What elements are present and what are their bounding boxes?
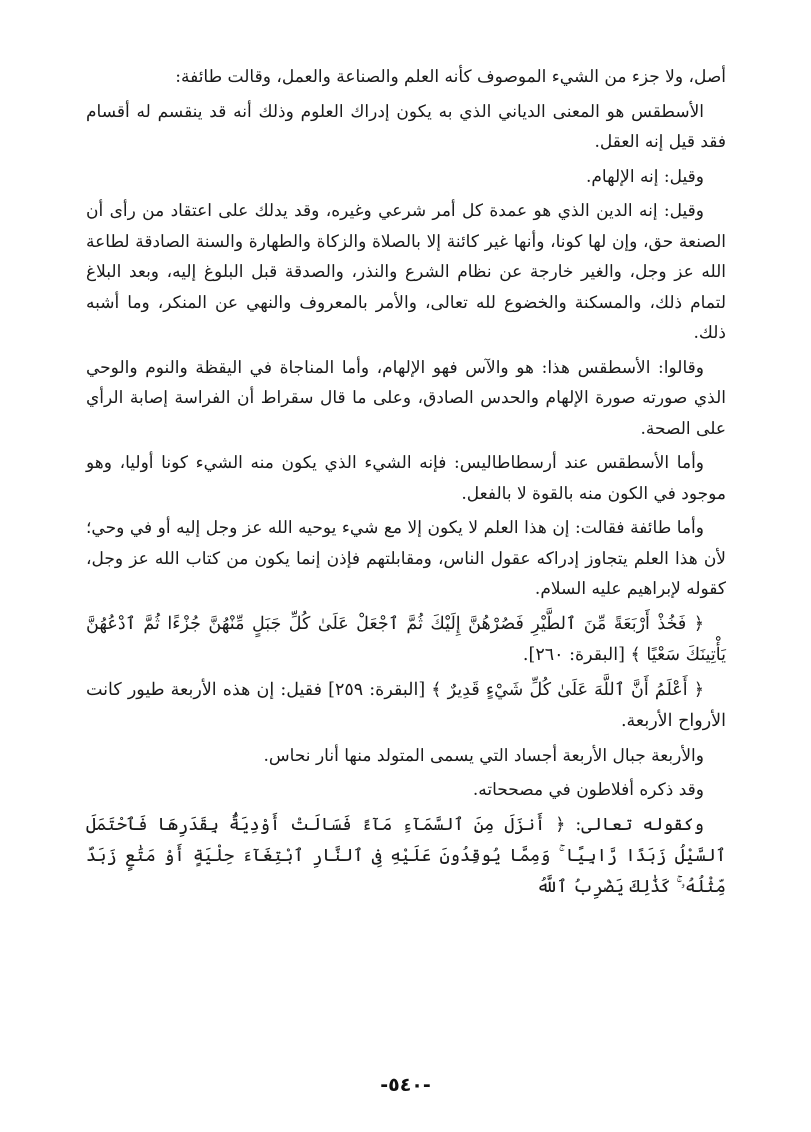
paragraph-plato: وقد ذكره أفلاطون في مصححاته.: [472, 780, 704, 800]
paragraph-revelation: وأما طائفة فقالت: إن هذا العلم لا يكون إلا مع شيء يوحيه الله عز وجل إليه أو في وحي؛ لأن هذا العلم يتجاوز إدراكه عقول الناس، ومقابلتهم فإذن إنما يكون من كتاب الله عز وجل، كقوله لإبراهيم عليه السلام.: [86, 518, 726, 599]
quran-verse-baqarah-259: ﴿ أَعْلَمُ أَنَّ ٱللَّهَ عَلَىٰ كُلِّ شَيْءٍ قَدِيرٌ ﴾ [البقرة: ٢٥٩] فقيل: إن هذه الأربعة طيور كانت الأرواح الأربعة.: [86, 679, 726, 731]
paragraph-ustuqus-definition: الأسطقس هو المعنى الدياني الذي به يكون إدراك العلوم وذلك أنه قد ينقسم له أقسام فقد قيل إنه العقل.: [86, 101, 726, 152]
quran-verse-rad: وكقوله تعالى: ﴿ أَنزَلَ مِنَ ٱلسَّمَآءِ مَآءً فَسَالَتْ أَوْدِيَةٌۢ بِقَدَرِهَا فَٱحْتَمَلَ ٱلسَّيْلُ زَبَدًا رَّابِيًا ۚ وَمِمَّا يُوقِدُونَ عَلَيْهِ فِى ٱلنَّارِ ٱبْتِغَآءَ حِلْيَةٍ أَوْ مَتَٰعٍ زَبَدٌ مِّثْلُهُۥ ۚ كَذَٰلِكَ يَضْرِبُ ٱللَّهُ: [86, 814, 726, 897]
paragraph-four-mountains: والأربعة جبال الأربعة أجساد التي يسمى المتولد منها أنار نحاس.: [263, 745, 704, 766]
paragraph-socrates: وقالوا: الأسطقس هذا: هو والآس فهو الإلهام، وأما المناجاة في اليقظة والنوم والوحي الذي صورته صورة الإلهام والحدس الصادق، وعلى ما قال سقراط أن الفراسة إصابة الرأي على الصحة.: [86, 357, 726, 439]
page-body: [86, 62, 726, 907]
paragraph-aristotle: وأما الأسطقس عند أرسطاطاليس: فإنه الشيء الذي يكون منه الشيء كونا أوليا، وهو موجود في الكون منه بالقوة لا بالفعل.: [86, 453, 726, 504]
quran-verse-baqarah-260: ﴿ فَخُذْ أَرْبَعَةً مِّنَ ٱلطَّيْرِ فَصُرْهُنَّ إِلَيْكَ ثُمَّ ٱجْعَلْ عَلَىٰ كُلِّ جَبَلٍ مِّنْهُنَّ جُزْءًا ثُمَّ ٱدْعُهُنَّ يَأْتِينَكَ سَعْيًا ﴾ [البقرة: ٢٦٠].: [86, 613, 726, 665]
paragraph-ilham: وقيل: إنه الإلهام.: [586, 166, 704, 187]
paragraph-continuation: أصل، ولا جزء من الشيء الموصوف كأنه العلم والصناعة والعمل، وقالت طائفة:: [175, 67, 726, 87]
paragraph-din: وقيل: إنه الدين الذي هو عمدة كل أمر شرعي وغيره، وقد يدلك على اعتقاد من رأى أن الصنعة حق، وإن لها كونا، وأنها غير كائنة إلا بالصلاة والزكاة والطهارة والسنة الصادقة لطاعة الله عز وجل، والغير خارجة عن نظام الشرع والنذر، والصدقة قبل البلوغ إليه، وبعد البلاغ لتمام ذلك، والمسكنة والخضوع لله تعالى، والأمر بالمعروف والنهي عن المنكر، وما أشبه ذلك.: [86, 201, 726, 343]
page-number: -٥٤٠-: [380, 1074, 431, 1096]
